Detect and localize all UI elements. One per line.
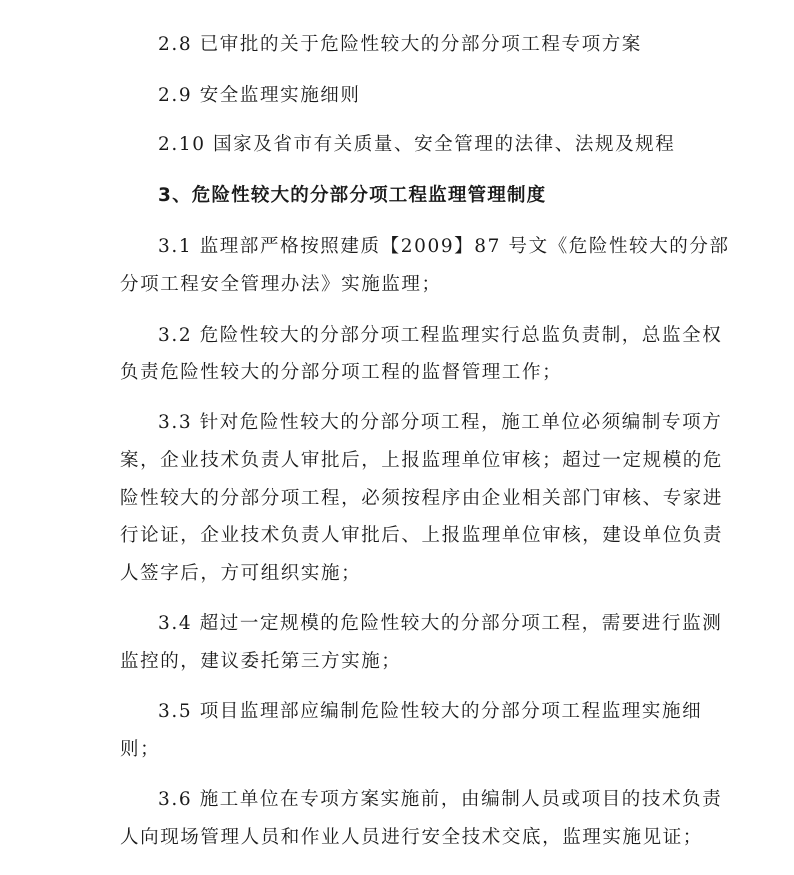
item-3-3-line-3: 险性较大的分部分项工程，必须按程序由企业相关部门审核、专家进 — [120, 488, 724, 509]
item-3-3-line-2: 案，企业技术负责人审批后，上报监理单位审核；超过一定规模的危 — [120, 450, 724, 471]
item-3-2-line-1: 3.2 危险性较大的分部分项工程监理实行总监负责制，总监全权 — [158, 325, 723, 346]
item-3-3-line-4: 行论证，企业技术负责人审批后、上报监理单位审核，建设单位负责 — [120, 525, 724, 546]
item-3-4-line-1: 3.4 超过一定规模的危险性较大的分部分项工程，需要进行监测 — [158, 613, 723, 634]
section-3-heading: 3、危险性较大的分部分项工程监理管理制度 — [158, 185, 547, 206]
item-3-5-line-1: 3.5 项目监理部应编制危险性较大的分部分项工程监理实施细 — [158, 701, 703, 722]
item-3-6-line-1: 3.6 施工单位在专项方案实施前，由编制人员或项目的技术负责 — [158, 789, 723, 810]
item-2-10: 2.10 国家及省市有关质量、安全管理的法律、法规及规程 — [158, 134, 676, 155]
item-3-2-line-2: 负责危险性较大的分部分项工程的监督管理工作； — [120, 362, 563, 383]
item-2-8: 2.8 已审批的关于危险性较大的分部分项工程专项方案 — [158, 34, 642, 55]
item-3-5-line-2: 则； — [120, 739, 161, 760]
item-3-1-line-1: 3.1 监理部严格按照建质【2009】87 号文《危险性较大的分部 — [158, 236, 730, 257]
item-3-4-line-2: 监控的，建议委托第三方实施； — [120, 651, 402, 672]
item-2-9: 2.9 安全监理实施细则 — [158, 85, 361, 106]
item-3-1-line-2: 分项工程安全管理办法》实施监理； — [120, 274, 442, 295]
item-3-3-line-1: 3.3 针对危险性较大的分部分项工程，施工单位必须编制专项方 — [158, 412, 723, 433]
item-3-3-line-5: 人签字后，方可组织实施； — [120, 563, 362, 584]
item-3-6-line-2: 人向现场管理人员和作业人员进行安全技术交底，监理实施见证； — [120, 827, 703, 848]
